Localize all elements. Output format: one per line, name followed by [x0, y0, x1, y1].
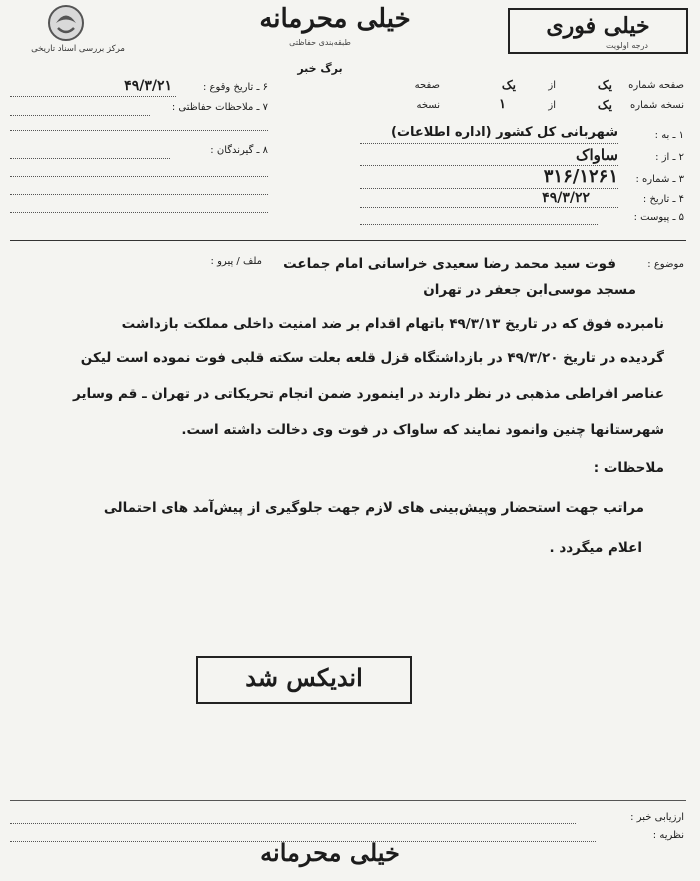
copy-total: ۱ [499, 97, 506, 112]
recipients-dotline-3 [10, 194, 268, 195]
attachment-dotline [360, 224, 598, 225]
recipients-dotline-4 [10, 212, 268, 213]
subject-line-1: فوت سید محمد رضا سعیدی خراسانی امام جماعت [283, 256, 616, 272]
subject-label: موضوع : [647, 259, 684, 270]
date-dotline [360, 207, 618, 208]
event-date-dotline [10, 96, 176, 97]
copy-unit: نسخه [416, 100, 440, 111]
evaluation-dotline [10, 823, 576, 824]
classification-sub-top: طبقه‌بندی حفاظتی [289, 38, 351, 47]
archive-emblem-icon [44, 4, 88, 42]
page-number-row [400, 80, 684, 96]
notes-line-2: اعلام میگردد . [549, 540, 642, 556]
copy-number-row [400, 97, 684, 116]
classification-bottom: خیلی محرمانه [260, 838, 400, 867]
index-stamp-text: اندیکس شد [245, 663, 363, 692]
protection-notes-label: ۷ ـ ملاحظات حفاظتی : [171, 102, 268, 113]
header-divider [10, 240, 686, 241]
index-stamp [196, 656, 412, 704]
file-label: ملف / پیرو : [210, 256, 262, 267]
number-value: ۳۱۶/۱۲۶۱ [543, 166, 618, 187]
recipients-dotline-1 [10, 158, 170, 159]
copy-value: یک [597, 98, 612, 112]
date-label: ۴ ـ تاریخ : [642, 194, 684, 205]
copy-from: از [548, 100, 556, 111]
urgency-stamp [508, 8, 688, 54]
protection-dotline-1 [10, 115, 150, 116]
archive-logo [18, 4, 148, 64]
page-unit: صفحه [414, 80, 440, 91]
body-line-1: نامبرده فوق که در تاریخ ۴۹/۳/۱۳ باتهام اقدام بر ضد امنیت داخلی مملکت بازداشت [121, 316, 664, 332]
notes-line-1: مراتب جهت استحضار وپیش‌بینی های لازم جهت جلوگیری از پیش‌آمد های احتمالی [103, 500, 644, 516]
recipients-label: ۸ ـ گیرندگان : [210, 145, 268, 156]
from-value: ساواک [576, 146, 618, 164]
protection-dotline-2 [10, 130, 268, 131]
from-label: ۲ ـ از : [655, 152, 684, 163]
copy-label: نسخه شماره [630, 100, 684, 111]
urgency-stamp-sub: درجه اولویت [606, 41, 648, 50]
event-date-value: ۴۹/۳/۲۱ [124, 78, 172, 94]
body-line-2: گردیده در تاریخ ۴۹/۳/۲۰ در بازداشتگاه قزل قلعه بعلت سکته قلبی فوت نموده است لیکن [80, 350, 664, 366]
date-value: ۴۹/۳/۲۲ [542, 190, 590, 206]
page-from: از [548, 80, 556, 91]
evaluation-label: ارزیابی خبر : [630, 812, 684, 823]
page-total: یک [501, 78, 516, 92]
attachment-label: ۵ ـ پیوست : [633, 212, 684, 223]
body-line-4: شهرستانها چنین وانمود نمایند که ساواک در فوت وی دخالت داشته است. [181, 422, 664, 438]
event-date-label: ۶ ـ تاریخ وقوع : [202, 82, 268, 93]
notes-label: ملاحظات : [593, 460, 664, 476]
number-label: ۳ ـ شماره : [635, 174, 684, 185]
archive-logo-text: مرکز بررسی اسناد تاریخی [31, 44, 125, 54]
to-dotline [360, 143, 618, 144]
opinion-label: نظریه : [652, 830, 684, 841]
form-title: برگ خبر [297, 62, 343, 75]
urgency-stamp-text: خیلی فوری [546, 13, 650, 39]
to-value: شهربانی کل کشور (اداره اطلاعات) [391, 125, 618, 140]
body-line-3: عناصر افراطی مذهبی در نظر دارند در اینمورد ضمن انجام تحریکاتی در تهران ـ قم وسایر [73, 386, 664, 402]
number-dotline [360, 188, 618, 189]
to-label: ۱ ـ به : [654, 130, 684, 141]
page-label: صفحه شماره [628, 80, 684, 91]
page-value: یک [597, 78, 612, 92]
footer-divider [10, 800, 686, 801]
classification-top: خیلی محرمانه [259, 4, 411, 34]
recipients-dotline-2 [10, 176, 268, 177]
subject-line-2: مسجد موسی‌ابن جعفر در تهران [423, 282, 636, 298]
